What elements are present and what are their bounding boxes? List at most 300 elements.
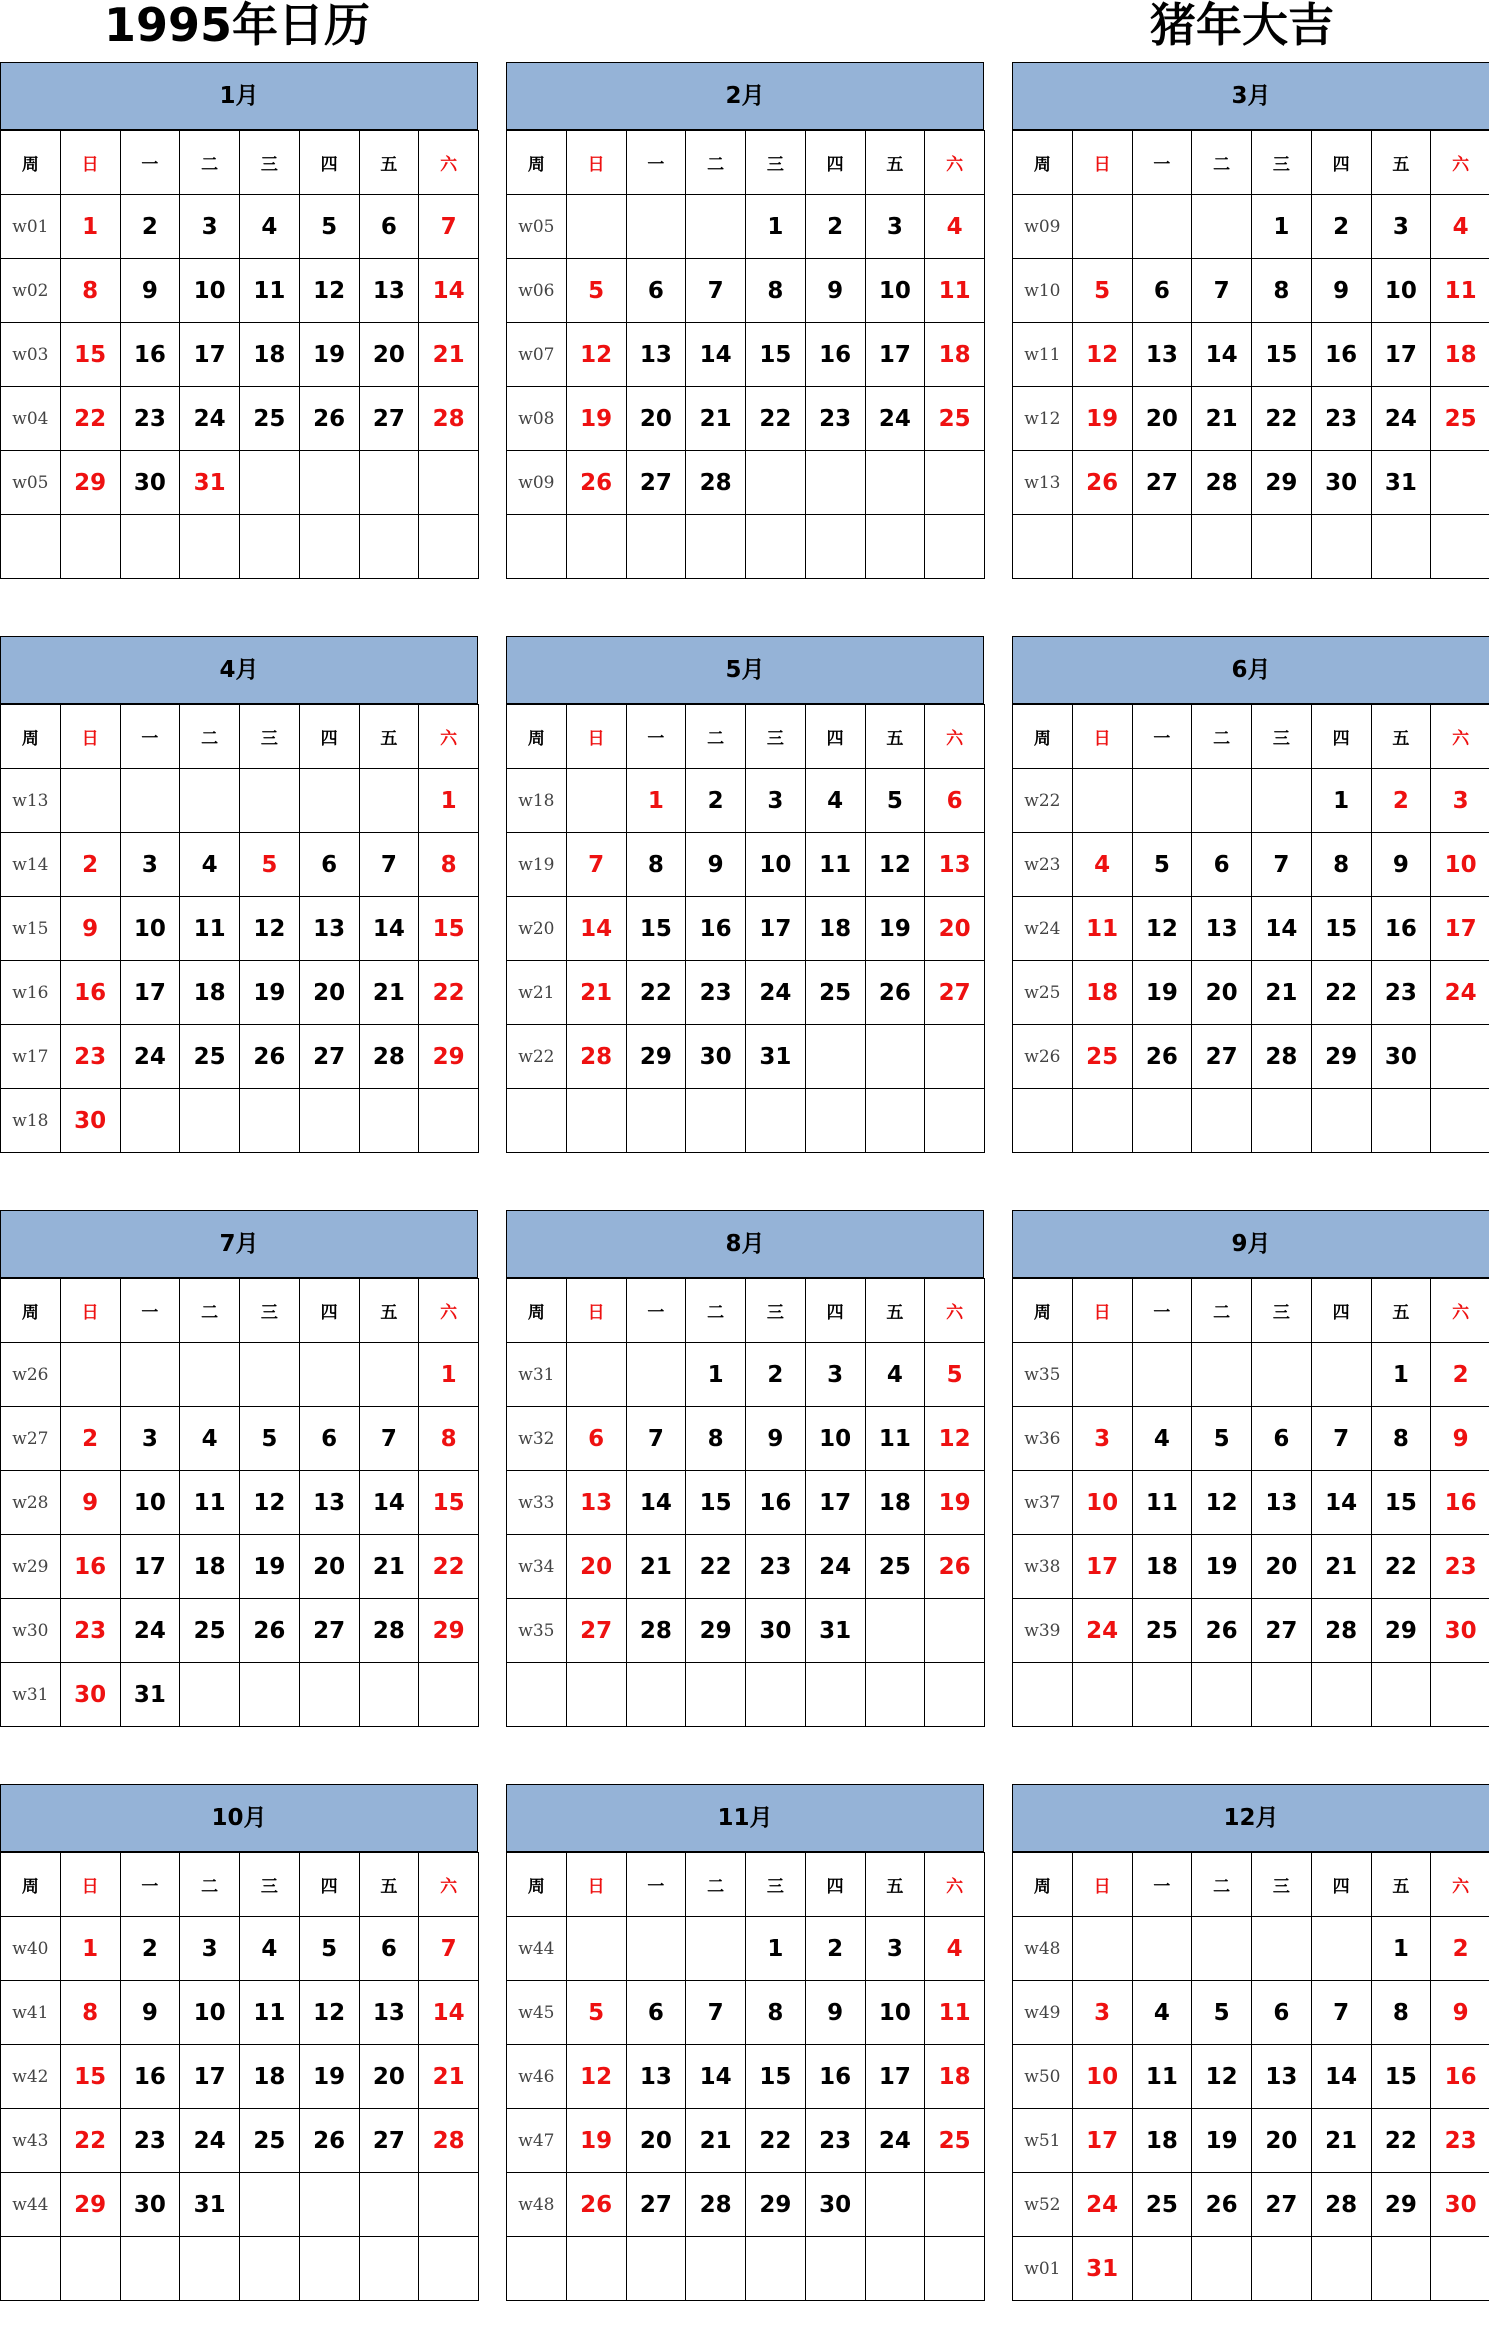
day-cell: 2 [1431, 1343, 1489, 1407]
week-row [507, 1917, 985, 1981]
day-cell: 17 [805, 1471, 865, 1535]
month-day-grid [506, 130, 985, 579]
day-cell: 4 [925, 1917, 985, 1981]
weekday-header: 五 [359, 131, 419, 195]
day-cell: 12 [1192, 1471, 1252, 1535]
day-cell: 20 [359, 323, 419, 387]
day-cell [925, 1599, 985, 1663]
day-cell [1072, 515, 1132, 579]
day-cell: 18 [805, 897, 865, 961]
day-cell [240, 1089, 300, 1153]
day-cell: 20 [1192, 961, 1252, 1025]
day-cell [746, 1089, 806, 1153]
week-row [507, 2109, 985, 2173]
day-cell: 6 [566, 1407, 626, 1471]
day-cell: 27 [566, 1599, 626, 1663]
weekday-header: 三 [240, 1279, 300, 1343]
day-cell: 16 [1371, 897, 1431, 961]
day-cell: 22 [686, 1535, 746, 1599]
day-cell: 17 [865, 2045, 925, 2109]
day-cell: 24 [120, 1599, 180, 1663]
week-number: w34 [507, 1535, 567, 1599]
day-cell: 16 [1431, 1471, 1489, 1535]
week-number-header: 周 [507, 131, 567, 195]
day-cell [566, 1663, 626, 1727]
day-cell [1431, 1663, 1489, 1727]
day-cell: 9 [60, 1471, 120, 1535]
day-cell: 11 [1431, 259, 1489, 323]
day-cell: 1 [419, 1343, 479, 1407]
day-cell [60, 769, 120, 833]
weekday-header: 四 [1311, 1853, 1371, 1917]
day-cell: 5 [1132, 833, 1192, 897]
day-cell: 20 [626, 387, 686, 451]
week-number: w23 [1013, 833, 1073, 897]
day-cell: 30 [60, 1089, 120, 1153]
day-cell: 10 [1072, 2045, 1132, 2109]
week-number: w13 [1, 769, 61, 833]
day-cell: 19 [566, 387, 626, 451]
weekday-header: 五 [359, 1853, 419, 1917]
weekday-header: 日 [566, 131, 626, 195]
weekday-header: 三 [746, 1853, 806, 1917]
day-cell: 20 [1132, 387, 1192, 451]
day-cell: 18 [925, 2045, 985, 2109]
week-number: w35 [1013, 1343, 1073, 1407]
day-cell: 8 [746, 1981, 806, 2045]
day-cell: 5 [299, 195, 359, 259]
day-cell: 24 [746, 961, 806, 1025]
day-cell: 9 [1431, 1981, 1489, 2045]
week-number-header: 周 [1013, 1279, 1073, 1343]
week-number: w17 [1, 1025, 61, 1089]
day-cell: 9 [120, 1981, 180, 2045]
weekday-header: 一 [120, 705, 180, 769]
day-cell [865, 2237, 925, 2301]
week-row [1, 897, 479, 961]
day-cell: 19 [240, 961, 300, 1025]
day-cell [566, 1917, 626, 1981]
day-cell: 27 [626, 2173, 686, 2237]
week-row [1013, 451, 1489, 515]
day-cell: 12 [865, 833, 925, 897]
week-row [1, 769, 479, 833]
day-cell: 7 [686, 259, 746, 323]
day-cell: 29 [1371, 1599, 1431, 1663]
week-number [1013, 1663, 1073, 1727]
week-number: w18 [507, 769, 567, 833]
day-cell: 16 [805, 323, 865, 387]
weekday-header: 三 [1252, 1279, 1312, 1343]
weekday-header: 六 [925, 1853, 985, 1917]
day-cell [1192, 1089, 1252, 1153]
day-cell: 15 [60, 2045, 120, 2109]
week-number-header: 周 [507, 1279, 567, 1343]
weekday-header: 一 [626, 131, 686, 195]
month-title: 1月 [0, 62, 478, 130]
week-row [1013, 515, 1489, 579]
month-block [506, 62, 984, 606]
week-number: w10 [1013, 259, 1073, 323]
weekday-header: 四 [805, 131, 865, 195]
day-cell: 24 [1371, 387, 1431, 451]
week-row [507, 515, 985, 579]
day-cell: 2 [746, 1343, 806, 1407]
day-cell: 16 [1311, 323, 1371, 387]
week-row [507, 1981, 985, 2045]
day-cell [299, 515, 359, 579]
day-cell: 1 [1252, 195, 1312, 259]
week-number-header: 周 [1013, 1853, 1073, 1917]
day-cell: 23 [120, 387, 180, 451]
day-cell: 3 [805, 1343, 865, 1407]
day-cell [626, 1917, 686, 1981]
month-block [1012, 62, 1489, 606]
day-cell: 19 [925, 1471, 985, 1535]
week-row [1013, 1599, 1489, 1663]
week-number: w05 [507, 195, 567, 259]
week-row [1, 2237, 479, 2301]
weekday-header-row [1013, 705, 1489, 769]
day-cell: 3 [120, 1407, 180, 1471]
day-cell: 9 [805, 1981, 865, 2045]
week-row [1013, 1535, 1489, 1599]
day-cell: 27 [1252, 2173, 1312, 2237]
week-number: w21 [507, 961, 567, 1025]
day-cell: 5 [1192, 1407, 1252, 1471]
day-cell: 17 [1072, 2109, 1132, 2173]
day-cell: 31 [120, 1663, 180, 1727]
day-cell [299, 1089, 359, 1153]
week-row [507, 1535, 985, 1599]
day-cell [925, 1663, 985, 1727]
day-cell: 1 [1371, 1917, 1431, 1981]
weekday-header-row [507, 1853, 985, 1917]
day-cell: 2 [1371, 769, 1431, 833]
day-cell: 27 [299, 1599, 359, 1663]
weekday-header: 三 [240, 1853, 300, 1917]
day-cell [1132, 1917, 1192, 1981]
day-cell [865, 2173, 925, 2237]
day-cell: 6 [626, 1981, 686, 2045]
weekday-header: 日 [1072, 131, 1132, 195]
day-cell: 24 [865, 2109, 925, 2173]
day-cell: 24 [1431, 961, 1489, 1025]
weekday-header: 三 [1252, 1853, 1312, 1917]
day-cell [359, 1663, 419, 1727]
day-cell [925, 2173, 985, 2237]
week-number [1013, 515, 1073, 579]
week-number: w20 [507, 897, 567, 961]
week-row [1, 1663, 479, 1727]
day-cell: 15 [1371, 1471, 1431, 1535]
weekday-header: 日 [566, 1279, 626, 1343]
day-cell: 26 [566, 2173, 626, 2237]
day-cell [1311, 1917, 1371, 1981]
day-cell: 9 [805, 259, 865, 323]
day-cell [566, 1343, 626, 1407]
day-cell: 12 [566, 323, 626, 387]
day-cell: 2 [686, 769, 746, 833]
week-row [1013, 2109, 1489, 2173]
day-cell: 3 [865, 195, 925, 259]
day-cell: 14 [566, 897, 626, 961]
day-cell: 27 [1252, 1599, 1312, 1663]
day-cell: 25 [180, 1025, 240, 1089]
day-cell: 29 [419, 1599, 479, 1663]
day-cell: 25 [180, 1599, 240, 1663]
weekday-header: 一 [120, 131, 180, 195]
day-cell: 1 [746, 1917, 806, 1981]
day-cell [419, 2173, 479, 2237]
day-cell [1252, 1089, 1312, 1153]
day-cell: 31 [180, 2173, 240, 2237]
day-cell: 5 [925, 1343, 985, 1407]
day-cell: 21 [1252, 961, 1312, 1025]
day-cell: 28 [686, 451, 746, 515]
day-cell: 22 [1371, 2109, 1431, 2173]
week-row [507, 387, 985, 451]
week-row [1, 961, 479, 1025]
week-number-header: 周 [1013, 131, 1073, 195]
day-cell: 17 [120, 1535, 180, 1599]
day-cell [60, 2237, 120, 2301]
week-number [1, 515, 61, 579]
day-cell: 23 [746, 1535, 806, 1599]
day-cell: 20 [1252, 1535, 1312, 1599]
day-cell: 23 [120, 2109, 180, 2173]
day-cell: 30 [1371, 1025, 1431, 1089]
day-cell: 8 [60, 259, 120, 323]
week-row [1, 1025, 479, 1089]
day-cell: 5 [566, 259, 626, 323]
day-cell: 17 [180, 2045, 240, 2109]
month-day-grid [0, 1852, 479, 2301]
day-cell [1132, 1089, 1192, 1153]
day-cell: 7 [1311, 1407, 1371, 1471]
day-cell: 18 [1431, 323, 1489, 387]
day-cell [1072, 1343, 1132, 1407]
day-cell [180, 769, 240, 833]
day-cell: 8 [1371, 1407, 1431, 1471]
week-row [1013, 1471, 1489, 1535]
weekday-header: 六 [1431, 1853, 1489, 1917]
day-cell: 26 [240, 1025, 300, 1089]
week-row [1013, 769, 1489, 833]
day-cell [120, 1089, 180, 1153]
weekday-header: 日 [60, 1279, 120, 1343]
day-cell: 6 [1252, 1407, 1312, 1471]
day-cell [865, 1025, 925, 1089]
week-number: w01 [1, 195, 61, 259]
day-cell: 12 [240, 897, 300, 961]
week-row [507, 1407, 985, 1471]
day-cell: 4 [180, 1407, 240, 1471]
day-cell [1252, 769, 1312, 833]
day-cell: 15 [60, 323, 120, 387]
day-cell: 8 [1371, 1981, 1431, 2045]
day-cell [1311, 1663, 1371, 1727]
day-cell: 26 [240, 1599, 300, 1663]
week-row [1, 1981, 479, 2045]
week-number: w04 [1, 387, 61, 451]
day-cell: 3 [865, 1917, 925, 1981]
day-cell [299, 1343, 359, 1407]
day-cell [1192, 769, 1252, 833]
week-number: w40 [1, 1917, 61, 1981]
day-cell [686, 515, 746, 579]
month-day-grid [506, 704, 985, 1153]
day-cell: 21 [566, 961, 626, 1025]
day-cell: 23 [60, 1599, 120, 1663]
day-cell: 28 [1311, 2173, 1371, 2237]
week-row [1013, 2237, 1489, 2301]
day-cell: 11 [180, 1471, 240, 1535]
day-cell: 1 [60, 1917, 120, 1981]
day-cell [240, 451, 300, 515]
day-cell: 9 [1431, 1407, 1489, 1471]
weekday-header: 六 [1431, 1279, 1489, 1343]
week-row [1, 1599, 479, 1663]
month-day-grid [0, 1278, 479, 1727]
day-cell [359, 451, 419, 515]
weekday-header: 四 [299, 1853, 359, 1917]
day-cell: 29 [60, 2173, 120, 2237]
day-cell [1132, 1343, 1192, 1407]
day-cell: 23 [1431, 1535, 1489, 1599]
day-cell [566, 195, 626, 259]
day-cell [180, 1089, 240, 1153]
day-cell: 28 [359, 1599, 419, 1663]
day-cell: 19 [1192, 1535, 1252, 1599]
day-cell: 12 [299, 1981, 359, 2045]
week-row [1013, 2173, 1489, 2237]
weekday-header: 三 [746, 1279, 806, 1343]
day-cell: 6 [626, 259, 686, 323]
day-cell [865, 515, 925, 579]
weekday-header: 四 [1311, 131, 1371, 195]
weekday-header: 三 [746, 131, 806, 195]
week-row [1013, 961, 1489, 1025]
day-cell: 5 [1192, 1981, 1252, 2045]
day-cell: 3 [1072, 1407, 1132, 1471]
week-number: w47 [507, 2109, 567, 2173]
day-cell [240, 2173, 300, 2237]
day-cell: 2 [1311, 195, 1371, 259]
week-row [1013, 897, 1489, 961]
month-day-grid [0, 704, 479, 1153]
week-number-header: 周 [1, 131, 61, 195]
day-cell: 19 [1192, 2109, 1252, 2173]
day-cell [240, 1663, 300, 1727]
weekday-header: 六 [419, 131, 479, 195]
day-cell [1311, 1089, 1371, 1153]
week-row [1, 323, 479, 387]
week-number-header: 周 [507, 705, 567, 769]
day-cell: 6 [299, 1407, 359, 1471]
weekday-header: 二 [686, 705, 746, 769]
day-cell [626, 195, 686, 259]
week-number-header: 周 [507, 1853, 567, 1917]
day-cell [359, 769, 419, 833]
day-cell [299, 451, 359, 515]
day-cell: 25 [240, 2109, 300, 2173]
weekday-header: 二 [1192, 1853, 1252, 1917]
day-cell: 13 [299, 897, 359, 961]
day-cell: 23 [1431, 2109, 1489, 2173]
week-row [507, 1663, 985, 1727]
day-cell: 4 [805, 769, 865, 833]
weekday-header: 一 [1132, 705, 1192, 769]
day-cell: 18 [240, 2045, 300, 2109]
day-cell [419, 1089, 479, 1153]
week-number: w31 [1, 1663, 61, 1727]
week-number: w44 [1, 2173, 61, 2237]
day-cell: 30 [746, 1599, 806, 1663]
day-cell [1072, 195, 1132, 259]
day-cell: 15 [1252, 323, 1312, 387]
day-cell [1192, 2237, 1252, 2301]
day-cell [180, 1663, 240, 1727]
weekday-header: 一 [120, 1853, 180, 1917]
weekday-header: 二 [180, 1279, 240, 1343]
week-number: w03 [1, 323, 61, 387]
week-number: w51 [1013, 2109, 1073, 2173]
day-cell: 14 [1252, 897, 1312, 961]
day-cell [1431, 451, 1489, 515]
week-number: w26 [1, 1343, 61, 1407]
day-cell: 29 [60, 451, 120, 515]
weekday-header-row [507, 131, 985, 195]
weekday-header: 日 [566, 705, 626, 769]
day-cell: 13 [626, 2045, 686, 2109]
day-cell [626, 1663, 686, 1727]
weekday-header: 五 [1371, 131, 1431, 195]
day-cell: 22 [1371, 1535, 1431, 1599]
day-cell: 19 [299, 323, 359, 387]
day-cell: 6 [359, 195, 419, 259]
day-cell: 31 [180, 451, 240, 515]
week-row [1013, 387, 1489, 451]
day-cell: 21 [419, 2045, 479, 2109]
day-cell [240, 1343, 300, 1407]
day-cell: 1 [746, 195, 806, 259]
day-cell: 6 [925, 769, 985, 833]
day-cell: 31 [1371, 451, 1431, 515]
day-cell: 8 [1311, 833, 1371, 897]
day-cell [1371, 2237, 1431, 2301]
week-row [1013, 1343, 1489, 1407]
day-cell [805, 2237, 865, 2301]
day-cell: 23 [60, 1025, 120, 1089]
day-cell: 14 [686, 323, 746, 387]
month-block [0, 1784, 478, 2328]
day-cell [805, 451, 865, 515]
week-row [1, 1089, 479, 1153]
day-cell: 7 [1192, 259, 1252, 323]
weekday-header: 日 [1072, 705, 1132, 769]
day-cell: 24 [120, 1025, 180, 1089]
month-block [0, 62, 478, 606]
day-cell: 14 [626, 1471, 686, 1535]
weekday-header: 二 [686, 1279, 746, 1343]
day-cell: 19 [566, 2109, 626, 2173]
week-number: w27 [1, 1407, 61, 1471]
day-cell [1072, 769, 1132, 833]
day-cell: 25 [865, 1535, 925, 1599]
day-cell: 22 [1311, 961, 1371, 1025]
week-row [507, 2237, 985, 2301]
